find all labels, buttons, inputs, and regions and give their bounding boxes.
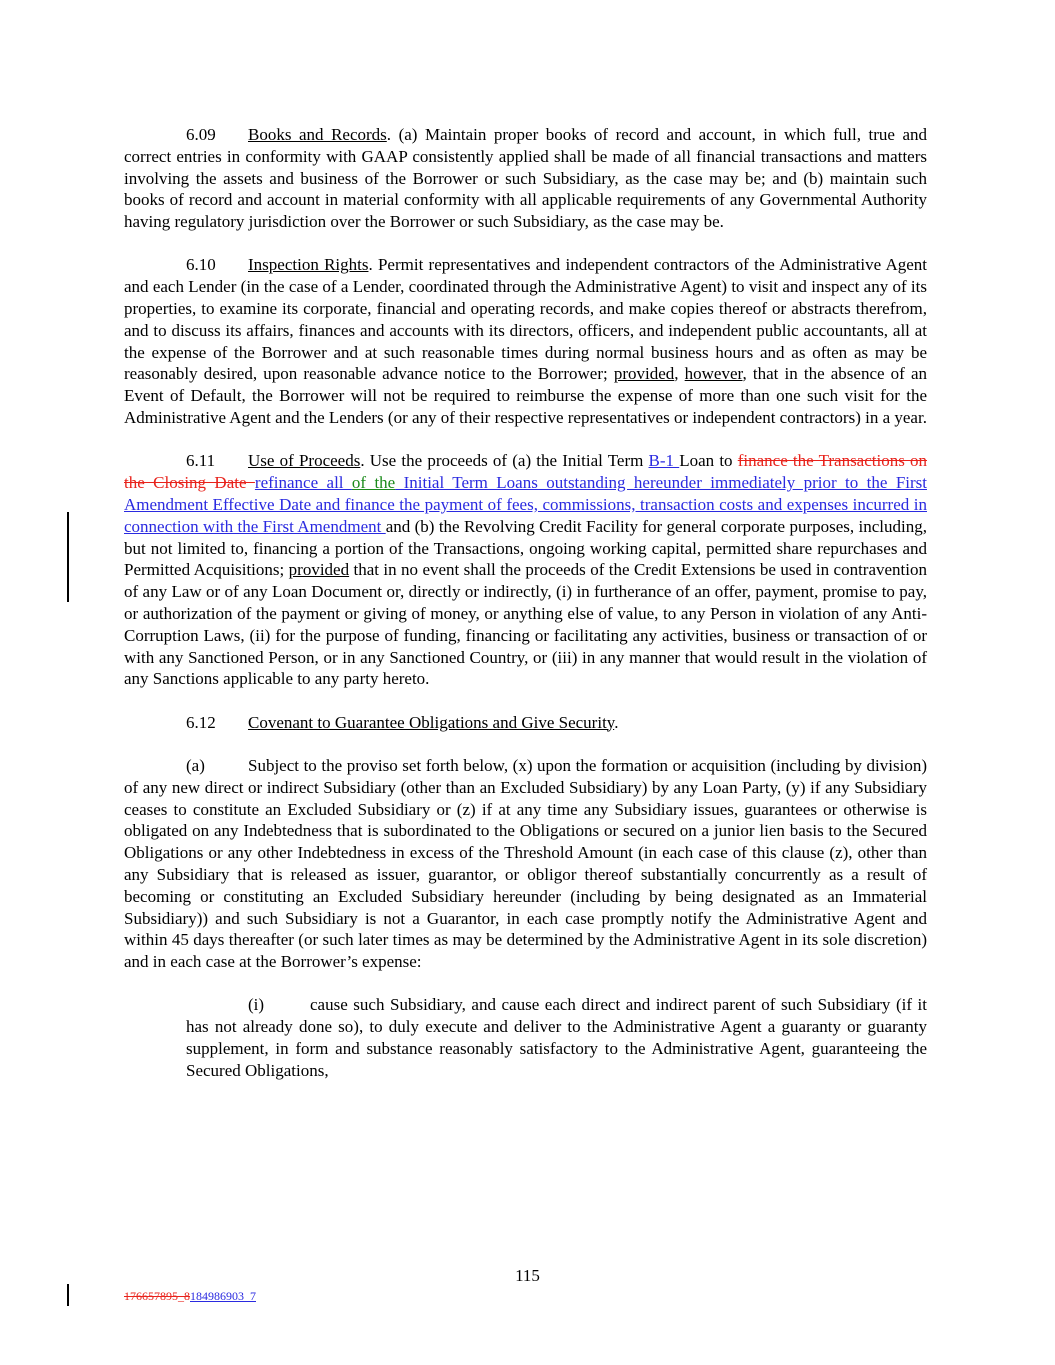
footer-change-bar (67, 1284, 69, 1306)
clause-text: Subject to the proviso set forth below, (x) upon the formation or acquisition (including by division) of any new direct or indirect Subsidiary (other than an Excluded Subsidiary) by any Loan Party, (y) if any Subsidiary ceases to constitute an Excluded Subsidiary or (z) if at any time any Subsidiary issues, guarantees or otherwise is obligated on any Indebtedness that is subordinated to the Obligations or secured on a junior lien basis to the Secured Obligations or any other Indebtedness in excess of the Threshold Amount (in each case of this clause (z), other than any Subsidiary that is released as issuer, guarantor, or obligor thereof substantially concurrently as a result of becoming or constituting an Excluded Subsidiary hereunder (including by being designated as an Immaterial Subsidiary)) and such Subsidiary is not a Guarantor, in each case promptly notify the Administrative Agent and within 45 days thereafter (or such later times as may be determined by the Administrative Agent in its sole discretion) and in each case at the Borrower’s expense: (124, 755, 927, 972)
deleted-text: finance the Transactions on the Closing Date (124, 451, 928, 493)
separator-text: , (674, 364, 685, 384)
section-text: and (b) the Revolving Credit Facility for general corporate purposes, including, but not limited to, financing a portion of the Transactions, ongoing working capital, permitted share repurchases and Permitted Acquisitions; (124, 516, 928, 580)
section-number: 6.12 (186, 712, 216, 732)
heading-period: . (614, 712, 619, 732)
provided-term: provided (288, 560, 350, 580)
section-heading: Books and Records (248, 125, 387, 144)
document-page (124, 124, 927, 1103)
revision-change-bar (67, 512, 69, 602)
inserted-text-part: refinance all (254, 473, 352, 493)
section-text-continued: that in no event shall the proceeds of the Credit Extensions be used in contravention of any Law or of any Loan Document or, directly or indirectly, (i) in furtherance of an offer, payment, promise to pay, or authorization of the payment or giving of money, or anything else of value, to any Person in violation of any Anti-Corruption Laws, (ii) for the purpose of funding, financing or facilitating any activities, business or transaction of or with any Sanctioned Person, or in any Sanctioned Country, or (iii) in any manner that would result in the violation of any Sanctions applicable to any party hereto. (124, 560, 927, 689)
provided-term: provided (613, 364, 675, 384)
section-text-continued: , that in the absence of an Event of Default, the Borrower will not be required to reimburse the expense of more than one such visit for the Administrative Agent and the Lenders (or any of their respective representatives or independent contractors) in a year. (124, 364, 927, 428)
section-heading: Covenant to Guarantee Obligations and Give Security (248, 712, 615, 732)
section-text: . Permit representatives and independent contractors of the Administrative Agent and each Lender (in the case of a Lender, coordinated through the Administrative Agent) to visit and inspect any of its properties, to examine its corporate, financial and operating records, and make copies thereof or abstracts therefrom, and to discuss its affairs, finances and accounts with its directors, officers, and independent public accountants, all at the expense of the Borrower and at such reasonable times during normal business hours and as often as may be reasonably desired, upon reasonable advance notice to the Borrower; (124, 255, 927, 384)
section-text: Loan to (679, 451, 738, 471)
deleted-doc-id: 176657895_8 (124, 1289, 190, 1303)
section-heading: Inspection Rights (248, 255, 369, 275)
section-text: . (a) Maintain proper books of record and account, in which full, true and correct entries in conformity with GAAP consistently applied shall be made of all financial transactions and matters involving the assets and business of the Borrower or such Subsidiary, as the case may be; and (b) maintain such books of record and account in material conformity with all applicable requirements of any Governmental Authority having regulatory jurisdiction over the Borrower or such Subsidiary, as the case may be. (124, 125, 927, 232)
section-number: 6.11 (186, 451, 216, 471)
section-6-09 (124, 124, 927, 233)
section-heading: Use of Proceeds (248, 451, 361, 471)
clause-number: (a) (186, 755, 205, 775)
document-id (124, 1289, 256, 1303)
section-6-12 (124, 712, 927, 734)
section-6-10 (124, 254, 927, 428)
inserted-text-part: Initial Term Loans outstanding hereunder immediately prior to the First Amendment Effective Date and finance the payment of fees, commissions, transaction costs and expenses incurred in connection with the First Amendment (124, 473, 927, 536)
section-6-12-a-i (186, 994, 927, 1081)
page-number: 115 (515, 1266, 540, 1285)
section-text: . Use the proceeds of (a) the Initial Term (360, 451, 649, 471)
however-term: however (684, 364, 743, 384)
clause-text: cause such Subsidiary, and cause each direct and indirect parent of such Subsidiary (if it has not already done so), to duly execute and deliver to the Administrative Agent a guaranty or guaranty supplement, in form and substance reasonably satisfactory to the Administrative Agent, guaranteeing the Secured Obligations, (186, 995, 927, 1080)
section-6-11 (124, 450, 927, 690)
moved-text: of the (351, 473, 396, 493)
inserted-doc-id: 184986903_7 (190, 1289, 256, 1303)
section-6-12-a (124, 755, 927, 973)
inserted-text: B-1 (648, 451, 680, 471)
section-number: 6.09 (186, 125, 216, 144)
clause-number: (i) (248, 995, 265, 1015)
section-number: 6.10 (186, 255, 216, 275)
